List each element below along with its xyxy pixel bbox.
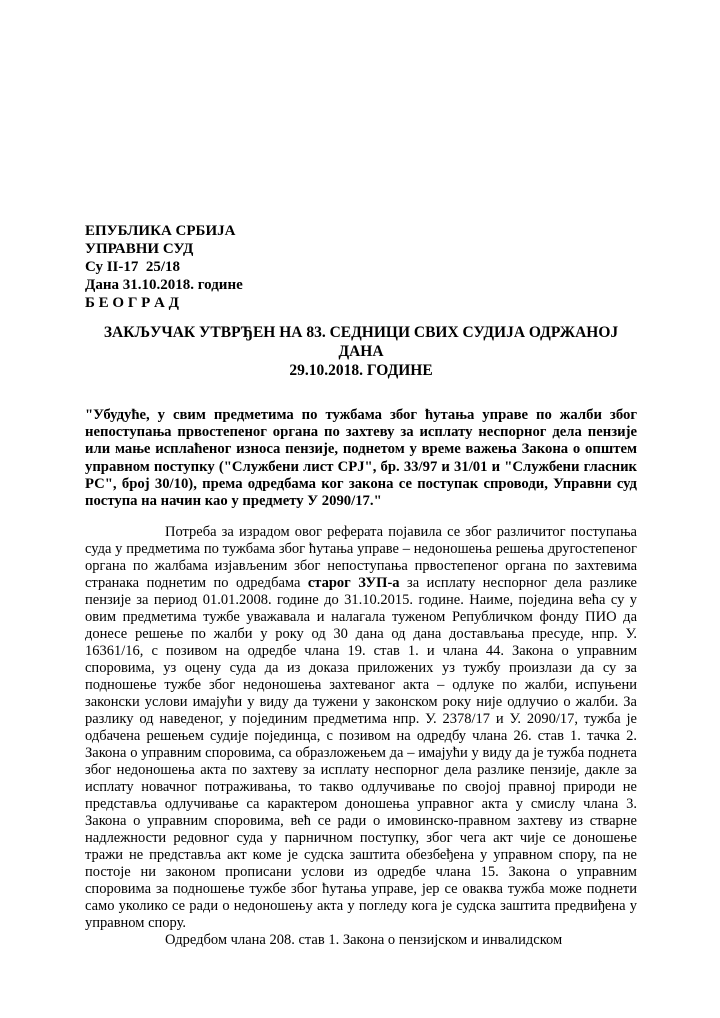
- letterhead-date: Дана 31.10.2018. године: [85, 277, 243, 293]
- text-segment: за исплату неспорног дела разлике пензије за период 01.01.2008. године до 31.10.2015. године. Наиме, поједина већа су у овим предметима тужбе уважавала и налагала туженом Републичком фонду ПИО да донесе решење по жалби у року од 30 дана од дана достављања пресуде, нпр. У. 16361/16, с позивом на одредбе члана 19. став 1. и члана 44. Закона о управним споровима, уз оцену суда да из доказа приложених уз тужбу произлази да су за подношење тужбе због недоношења захтеваног акта – одлуке по жалби, испуњени законски услови имајући у виду да тужени у законском року није одлучио о жалби. За разлику од наведеног, у појединим предметима нпр. У. 2378/17 и У. 2090/17, тужба је одбачена решењем судије појединца, с позивом на одредбу члана 26. став 1. тачка 2. Закона о управним споровима, са образложењем да – имајући у виду да је тужба поднета због недоношења акта по захтеву за исплату неспорног дела разлике пензије, дакле за исплату новачног потраживања, то такво одлучивање по својој правној природи не представља одлучивање са карактером доношења управног акта у смислу члана 3. Закона о управним споровима, већ се ради о имовинско-правном захтеву из стварне надлежности редовног суда у парничном поступку, због чега акт чије се доношење тражи не представља акт коме је судска заштита обезбеђена у управном спору, па не постоје ни законом прописани услови из одредбе члана 15. Закона о управним споровима за подношење тужбе због ћутања управе, јер се оваква тужба може поднети само уколико се ради о недоношењу акта у погледу кога је судска заштита предвиђена у управном спору.: [85, 575, 637, 932]
- text-segment: Одредбом члана 208. став 1. Закона о пензијском и инвалидском: [165, 932, 563, 949]
- letterhead-court: УПРАВНИ СУД: [85, 241, 194, 257]
- bold-text-segment: старог ЗУП-а: [307, 575, 400, 592]
- document-title-line2: 29.10.2018. ГОДИНЕ: [289, 362, 433, 379]
- document-title-line1: ЗАКЉУЧАК УТВРЂЕН НА 83. СЕДНИЦИ СВИХ СУДИЈА ОДРЖАНОЈ ДАНА: [103, 324, 619, 360]
- document-title: [85, 323, 637, 380]
- body-paragraph-2: [85, 932, 637, 949]
- body-paragraph-1: [85, 524, 637, 932]
- letterhead-case-number: Су II-17 25/18: [85, 259, 181, 275]
- letterhead: [85, 222, 637, 312]
- letterhead-city: Б Е О Г Р А Д: [85, 295, 179, 311]
- text-segment: Потреба за израдом овог реферата појавила се због различитог поступања суда у предметима по тужбама због ћутања управе – недоношења решења другостепеног органа по жалбама изјављеним због непоступања првостепеног органа по захтевима странака поднетим по одредбама: [85, 524, 637, 592]
- letterhead-republic: ЕПУБЛИКА СРБИЈА: [85, 223, 236, 239]
- conclusion-quote: "Убудуће, у свим предметима по тужбама због ћутања управе по жалби због непоступања првостепеног органа по захтеву за исплату неспорног дела пензије или мање исплаћеног износа пензије, поднетом у време важења Закона о општем управном поступку ("Службени лист СРЈ", бр. 33/97 и 31/01 и "Службени гласник РС", број 30/10), према одредбама ког закона се поступак спроводи, Управни суд поступа на начин као у предмету У 2090/17.": [85, 407, 637, 510]
